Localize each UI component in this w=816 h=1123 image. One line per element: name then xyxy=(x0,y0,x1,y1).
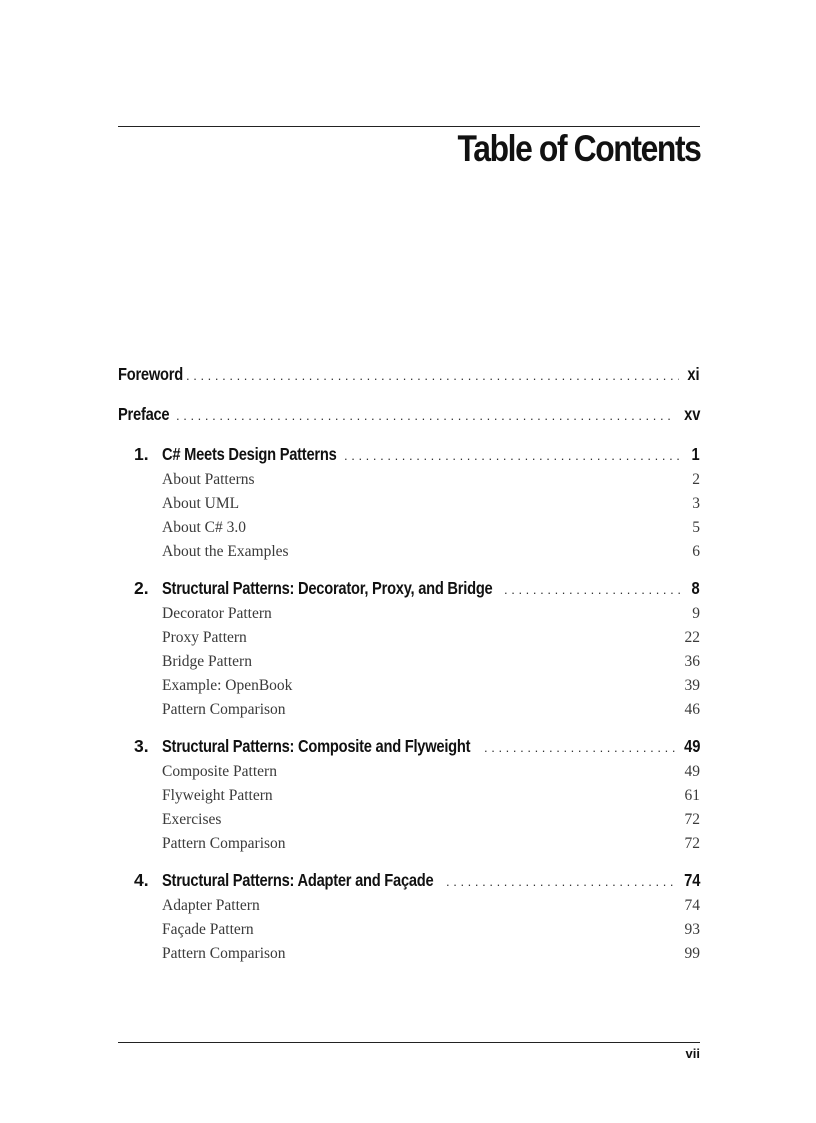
section-page: 49 xyxy=(684,763,700,780)
section-entry[interactable] xyxy=(118,832,700,856)
chapter-title: Structural Patterns: Composite and Flyweight xyxy=(162,736,471,756)
section-page: 93 xyxy=(684,921,700,938)
chapter-heading[interactable] xyxy=(118,440,700,468)
page-number: vii xyxy=(685,1046,700,1061)
chapter-page: 74 xyxy=(683,870,700,890)
section-page: 99 xyxy=(684,945,700,962)
section-page: 39 xyxy=(684,677,700,694)
section-page: 72 xyxy=(684,835,700,852)
dot-leader xyxy=(484,734,675,762)
section-entry[interactable] xyxy=(118,650,700,674)
section-page: 46 xyxy=(684,701,700,718)
toc-entry-page: xi xyxy=(687,364,700,384)
chapter-number: 1. xyxy=(134,444,149,464)
section-entry[interactable] xyxy=(118,808,700,832)
section-page: 3 xyxy=(692,495,700,512)
chapter-heading[interactable] xyxy=(118,732,700,760)
section-label: Example: OpenBook xyxy=(162,677,293,694)
section-label: Composite Pattern xyxy=(162,763,277,780)
toc-entry-label: Preface xyxy=(118,404,170,424)
table-of-contents xyxy=(118,360,700,976)
section-entry[interactable] xyxy=(118,760,700,784)
chapter-title: Structural Patterns: Adapter and Façade xyxy=(162,870,434,890)
chapter-4 xyxy=(118,866,700,966)
section-page: 5 xyxy=(692,519,700,536)
toc-entry-page: xv xyxy=(683,404,700,424)
section-label: Façade Pattern xyxy=(162,921,254,938)
section-entry[interactable] xyxy=(118,468,700,492)
section-page: 22 xyxy=(684,629,700,646)
section-entry[interactable] xyxy=(118,918,700,942)
chapter-page: 49 xyxy=(683,736,700,756)
section-label: Pattern Comparison xyxy=(162,701,286,718)
bottom-rule xyxy=(118,1042,700,1043)
section-label: About the Examples xyxy=(162,543,289,560)
section-page: 2 xyxy=(692,471,700,488)
section-page: 74 xyxy=(684,897,700,914)
chapter-title: C# Meets Design Patterns xyxy=(162,444,337,464)
section-page: 36 xyxy=(684,653,700,670)
section-page: 61 xyxy=(684,787,700,804)
chapter-title: Structural Patterns: Decorator, Proxy, and Bridge xyxy=(162,578,493,598)
chapter-page: 8 xyxy=(691,578,700,598)
section-label: About C# 3.0 xyxy=(162,519,246,536)
toc-entry-label: Foreword xyxy=(118,364,183,384)
chapter-page: 1 xyxy=(691,444,700,464)
section-label: Flyweight Pattern xyxy=(162,787,273,804)
section-entry[interactable] xyxy=(118,492,700,516)
section-label: Pattern Comparison xyxy=(162,835,286,852)
section-entry[interactable] xyxy=(118,602,700,626)
section-page: 9 xyxy=(692,605,700,622)
section-entry[interactable] xyxy=(118,674,700,698)
section-entry[interactable] xyxy=(118,784,700,808)
section-entry[interactable] xyxy=(118,626,700,650)
dot-leader xyxy=(176,402,675,430)
page-title: Table of Contents xyxy=(457,128,700,169)
chapter-number: 3. xyxy=(134,736,149,756)
chapter-3 xyxy=(118,732,700,856)
section-entry[interactable] xyxy=(118,894,700,918)
dot-leader xyxy=(344,442,684,470)
section-label: Proxy Pattern xyxy=(162,629,247,646)
section-entry[interactable] xyxy=(118,942,700,966)
chapter-number: 2. xyxy=(134,578,149,598)
section-entry[interactable] xyxy=(118,516,700,540)
section-label: Decorator Pattern xyxy=(162,605,272,622)
section-label: Adapter Pattern xyxy=(162,897,260,914)
section-label: Exercises xyxy=(162,811,222,828)
dot-leader xyxy=(504,576,684,604)
section-entry[interactable] xyxy=(118,540,700,564)
chapter-heading[interactable] xyxy=(118,866,700,894)
top-rule xyxy=(118,126,700,127)
section-page: 6 xyxy=(692,543,700,560)
section-label: Pattern Comparison xyxy=(162,945,286,962)
chapter-1 xyxy=(118,440,700,564)
section-entry[interactable] xyxy=(118,698,700,722)
toc-entry-foreword[interactable] xyxy=(118,360,700,388)
section-label: About UML xyxy=(162,495,240,512)
section-page: 72 xyxy=(684,811,700,828)
dot-leader xyxy=(186,362,679,390)
section-label: About Patterns xyxy=(162,471,255,488)
chapter-2 xyxy=(118,574,700,722)
dot-leader xyxy=(446,868,675,896)
toc-entry-preface[interactable] xyxy=(118,400,700,428)
section-label: Bridge Pattern xyxy=(162,653,252,670)
chapter-number: 4. xyxy=(134,870,149,890)
chapter-heading[interactable] xyxy=(118,574,700,602)
